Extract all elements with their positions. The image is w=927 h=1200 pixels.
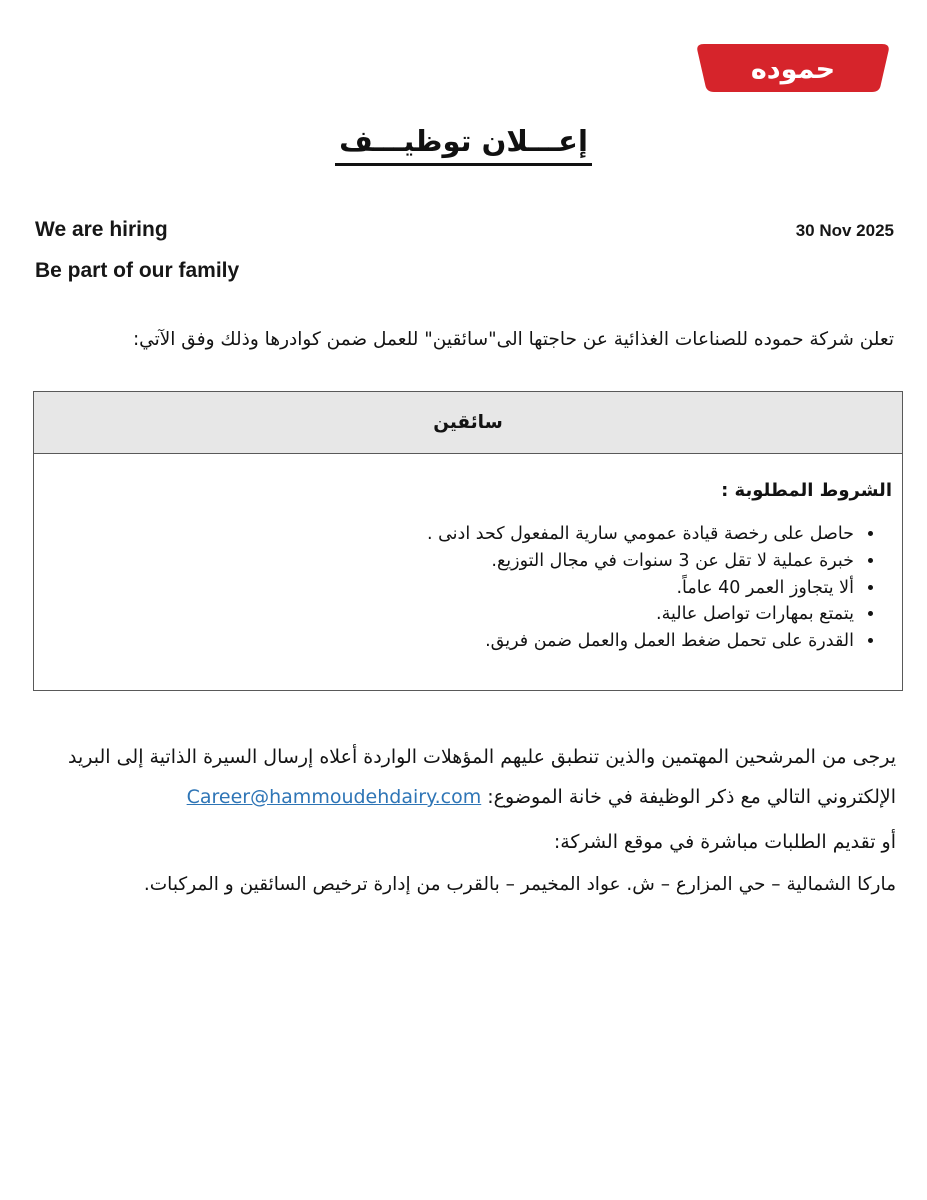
announcement-date: 30 Nov 2025 <box>795 221 894 240</box>
page-title: إعـــلان توظيـــف <box>335 124 592 166</box>
requirement-item: • حاصل على رخصة قيادة عمومي سارية المفعول كحد ادنى . <box>44 521 856 548</box>
hiring-headline: We are hiring <box>35 218 168 241</box>
job-table-header: سائقين <box>34 392 902 454</box>
email-instruction-text: يرجى من المرشحين المهتمين والذين تنطبق عليهم المؤهلات الواردة أعلاه إرسال السيرة الذاتية إلى البريد الإلكتروني التالي مع ذكر الوظيفة في خانة الموضوع: <box>67 746 896 808</box>
job-table-body <box>34 454 902 690</box>
logo-wordmark: حموده <box>750 54 836 85</box>
contact-paragraph <box>35 737 896 817</box>
company-logo <box>696 44 890 92</box>
hiring-subheadline: Be part of our family <box>35 259 240 282</box>
intro-paragraph: تعلن شركة حموده للصناعات الغذائية عن حاجتها الى"سائقين" للعمل ضمن كوادرها وذلك وفق الآتي: <box>132 329 894 350</box>
requirement-item: • ألا يتجاوز العمر 40 عاماً. <box>44 575 856 602</box>
hammoudeh-logo-icon <box>696 44 890 92</box>
job-table <box>33 391 903 691</box>
requirement-item: • القدرة على تحمل ضغط العمل والعمل ضمن فريق. <box>44 628 856 655</box>
requirement-item: • خبرة عملية لا تقل عن 3 سنوات في مجال التوزيع. <box>44 548 856 575</box>
requirement-item: • يتمتع بمهارات تواصل عالية. <box>44 601 856 628</box>
career-email-link[interactable]: Career@hammoudehdairy.com <box>186 786 482 808</box>
requirements-list <box>44 521 856 655</box>
hiring-row <box>35 218 894 242</box>
requirements-title: الشروط المطلوبة : <box>721 480 892 501</box>
direct-application-line: أو تقديم الطلبات مباشرة في موقع الشركة: <box>553 831 896 853</box>
company-address: ماركا الشمالية – حي المزارع – ش. عواد المخيمر – بالقرب من إدارة ترخيص السائقين و المركبات. <box>143 874 896 895</box>
